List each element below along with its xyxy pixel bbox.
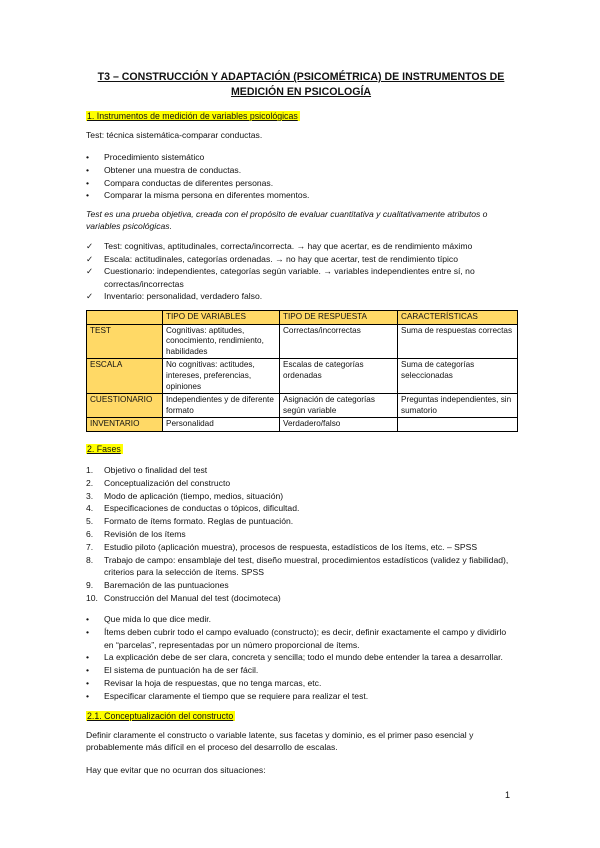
list-item-text: Modo de aplicación (tiempo, medios, situación) [104, 490, 284, 501]
list-item [86, 592, 518, 605]
list-number: 5. [86, 516, 94, 527]
table-row-header: ESCALA [87, 359, 163, 394]
list-item-text: Procedimiento sistemático [104, 152, 205, 162]
list-item-text: Baremación de las puntuaciones [104, 580, 229, 591]
section-2-heading [86, 443, 123, 455]
table-row-header: CUESTIONARIO [87, 394, 163, 418]
bullet-marker: • [86, 164, 90, 175]
instrument-check-list [86, 240, 518, 303]
instrument-comparison-table [86, 310, 518, 432]
list-item-text: Objetivo o finalidad del test [104, 465, 208, 475]
table-cell: Escalas de categorías ordenadas [280, 359, 398, 394]
list-item-text: Especificar claramente el tiempo que se requiere para realizar el test. [104, 690, 369, 701]
list-item-text: Test: cognitivas, aptitudinales, correcta/incorrecta. → hay que acertar, es de rendimiento máximo [104, 241, 473, 251]
list-number: 8. [86, 554, 94, 565]
bullet-marker: • [86, 665, 90, 676]
list-item [86, 240, 518, 253]
table-cell: Preguntas independientes, sin sumatorio [398, 394, 518, 418]
list-item [86, 651, 518, 664]
list-item [86, 664, 518, 677]
list-item-text: Inventario: personalidad, verdadero falso. [104, 291, 263, 302]
page-number: 1 [505, 790, 511, 800]
list-item-text: Compara conductas de diferentes personas. [104, 177, 274, 188]
list-item-text: Revisar la hoja de respuestas, que no tenga marcas, etc. [104, 677, 322, 688]
list-item-text: Revisión de los ítems [104, 528, 186, 539]
list-item [86, 690, 518, 703]
list-item [86, 613, 518, 626]
list-item [86, 515, 518, 528]
list-item-text: Cuestionario: independientes, categorías según variable. → variables independientes entre sí, no correctas/incorrectas [104, 266, 475, 289]
test-bullet-list [86, 151, 518, 202]
section-1-heading-text: 1. Instrumentos de medición de variables psicológicas [87, 111, 298, 121]
requirements-bullet-list [86, 613, 518, 703]
table-row [87, 418, 518, 432]
table-row-header: INVENTARIO [87, 418, 163, 432]
list-number: 2. [86, 477, 94, 488]
table-header-row [87, 311, 518, 325]
check-icon: ✓ [86, 253, 94, 264]
list-number: 3. [86, 490, 94, 501]
bullet-marker: • [86, 190, 90, 201]
list-number: 6. [86, 528, 94, 539]
check-icon: ✓ [86, 241, 94, 251]
situations-paragraph: Hay que evitar que no ocurran dos situaciones: [86, 765, 266, 775]
list-number: 10. [86, 592, 98, 603]
table-cell: Independientes y de diferente formato [163, 394, 280, 418]
bullet-marker: • [86, 690, 90, 701]
document-title: T3 – CONSTRUCCIÓN Y ADAPTACIÓN (PSICOMÉTRICA) DE INSTRUMENTOS DE MEDICIÓN EN PSICOLOGÍA [97, 71, 505, 98]
test-italic-paragraph: Test es una prueba objetiva, creada con el propósito de evaluar cuantitativa y cualitativamente atributos o variables psicológicas. [86, 209, 488, 231]
list-item [86, 265, 518, 290]
list-item [86, 528, 518, 541]
list-item [86, 477, 518, 490]
list-item [86, 177, 518, 190]
list-item-text: La explicación debe de ser clara, concreta y sencilla; todo el mundo debe entender la tarea a desarrollar. [104, 652, 503, 663]
list-item-text: Ítems deben cubrir todo el campo evaluado (constructo); es decir, definir exactamente el campo y dividirlo en “parcelas”, representadas por un número proporcional de ítems. [104, 626, 507, 650]
table-header-cell: TIPO DE VARIABLES [163, 311, 280, 325]
table-cell: Asignación de categorías según variable [280, 394, 398, 418]
list-item [86, 151, 518, 164]
list-item-text: Conceptualización del constructo [104, 477, 231, 488]
bullet-marker: • [86, 152, 90, 162]
table-cell: Personalidad [163, 418, 280, 432]
list-item [86, 253, 518, 266]
list-item [86, 164, 518, 177]
list-item [86, 189, 518, 202]
table-cell: Correctas/incorrectas [280, 324, 398, 359]
list-item [86, 290, 518, 303]
test-definition: Test: técnica sistemática-comparar conductas. [86, 130, 263, 140]
list-item-text: Construcción del Manual del test (docimoteca) [104, 592, 281, 603]
phases-list [86, 464, 518, 605]
list-item [86, 541, 518, 554]
table-cell: Cognitivas: aptitudes, conocimiento, rendimiento, habilidades [163, 324, 280, 359]
check-icon: ✓ [86, 291, 94, 302]
list-number: 7. [86, 541, 94, 552]
table-row-header: TEST [87, 324, 163, 359]
table-row [87, 359, 518, 394]
bullet-marker: • [86, 177, 90, 188]
check-icon: ✓ [86, 266, 94, 277]
bullet-marker: • [86, 652, 90, 663]
section-2-1-heading-text: 2.1. Conceptualización del constructo [87, 711, 234, 721]
section-2-heading-text: 2. Fases [87, 444, 121, 454]
list-item [86, 490, 518, 503]
table-row [87, 324, 518, 359]
section-1-heading [86, 110, 300, 122]
table-header-cell: CARACTERÍSTICAS [398, 311, 518, 325]
table-cell: No cognitivas: actitudes, intereses, preferencias, opiniones [163, 359, 280, 394]
list-item-text: Obtener una muestra de conductas. [104, 164, 242, 175]
list-item [86, 502, 518, 515]
list-item-text: Formato de ítems formato. Reglas de puntuación. [104, 516, 294, 527]
section-2-1-heading [86, 710, 235, 722]
list-item [86, 579, 518, 592]
bullet-marker: • [86, 626, 90, 637]
table-header-cell: TIPO DE RESPUESTA [280, 311, 398, 325]
list-item [86, 626, 518, 652]
list-item-text: Comparar la misma persona en diferentes momentos. [104, 190, 310, 201]
list-item-text: Escala: actitudinales, categorías ordenadas. → no hay que acertar, test de rendimiento típico [104, 253, 458, 264]
list-item [86, 554, 518, 580]
table-row [87, 394, 518, 418]
list-number: 1. [86, 465, 94, 475]
list-item-text: El sistema de puntuación ha de ser fácil. [104, 665, 259, 676]
table-cell: Verdadero/falso [280, 418, 398, 432]
table-header-cell [87, 311, 163, 325]
table-cell: Suma de categorías seleccionadas [398, 359, 518, 394]
list-item-text: Especificaciones de conductas o tópicos, dificultad. [104, 503, 300, 514]
list-item-text: Estudio piloto (aplicación muestra), procesos de respuesta, estadísticos de los ítems, etc. – SPSS [104, 541, 478, 552]
table-cell: Suma de respuestas correctas [398, 324, 518, 359]
table-cell [398, 418, 518, 432]
list-item [86, 677, 518, 690]
bullet-marker: • [86, 614, 90, 624]
bullet-marker: • [86, 677, 90, 688]
list-item [86, 464, 518, 477]
list-item-text: Que mida lo que dice medir. [104, 614, 212, 624]
list-number: 9. [86, 580, 94, 591]
constructo-paragraph: Definir claramente el constructo o variable latente, sus facetas y dominio, es el primer paso esencial y probablemente más difícil en el proceso del desarrollo de escalas. [86, 730, 474, 752]
list-number: 4. [86, 503, 94, 514]
list-item-text: Trabajo de campo: ensamblaje del test, diseño muestral, procedimientos estadísticos (validez y fiabilidad), criterios para la selección de ítems. SPSS [104, 554, 509, 578]
